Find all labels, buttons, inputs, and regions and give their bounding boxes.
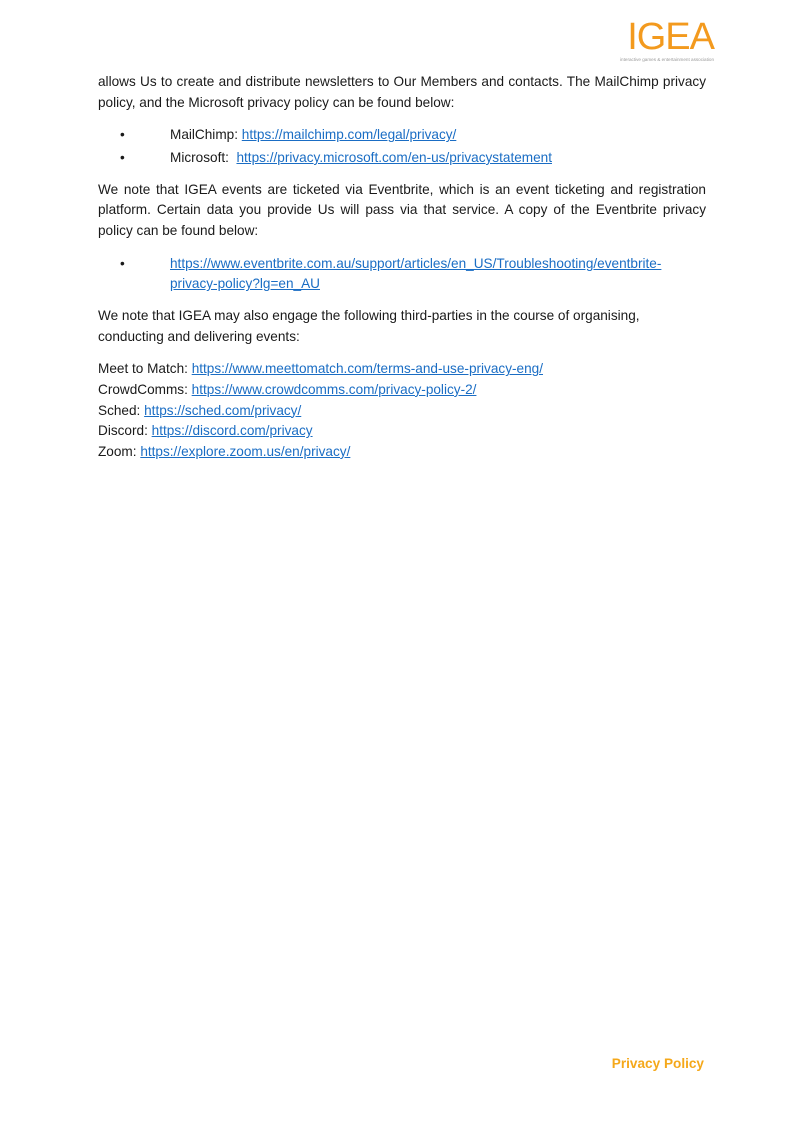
- list-item: [98, 421, 706, 442]
- link-discord-privacy[interactable]: https://discord.com/privacy: [151, 423, 313, 439]
- link-zoom-privacy[interactable]: https://explore.zoom.us/en/privacy/: [140, 443, 351, 459]
- bullet: •: [120, 127, 125, 143]
- link-microsoft-privacy[interactable]: https://privacy.microsoft.com/en-us/privacystatement: [236, 149, 552, 165]
- link-mailchimp-privacy[interactable]: https://mailchimp.com/legal/privacy/: [241, 127, 457, 143]
- link-eventbrite-privacy[interactable]: [170, 256, 661, 292]
- link-eventbrite-line2: privacy-policy?lg=en_AU: [170, 276, 320, 292]
- paragraph-eventbrite: We note that IGEA events are ticketed via Eventbrite, which is an event ticketing and registration platform. Certain data you provide Us will pass via that service. A copy of the Eventbrite privacy policy can be found below:: [98, 181, 706, 238]
- bullet: •: [120, 255, 125, 271]
- igea-logo: [604, 18, 714, 64]
- privacy-links-list: [98, 125, 706, 168]
- eventbrite-links-list: [98, 254, 706, 295]
- third-party-label: Meet to Match:: [98, 361, 192, 377]
- third-party-label: CrowdComms:: [98, 381, 192, 397]
- body-text: [98, 72, 706, 463]
- third-party-label: Discord:: [98, 423, 152, 439]
- logo-tagline: interactive games & entertainment association: [620, 57, 714, 62]
- footer-document-title: Privacy Policy: [611, 1056, 704, 1071]
- paragraph-third-parties: We note that IGEA may also engage the following third-parties in the course of organising, conducting and delivering events:: [98, 307, 640, 344]
- third-party-label: Sched:: [98, 402, 145, 418]
- list-item: [98, 401, 706, 422]
- third-party-list: [98, 359, 706, 462]
- list-item: [98, 125, 706, 146]
- link-label-microsoft: Microsoft:: [170, 149, 237, 165]
- list-item: [98, 254, 706, 295]
- third-party-label: Zoom:: [98, 443, 141, 459]
- link-meettomatch-privacy[interactable]: https://www.meettomatch.com/terms-and-use-privacy-eng/: [191, 361, 543, 377]
- list-item: [98, 380, 706, 401]
- bullet: •: [120, 149, 125, 165]
- link-label-mailchimp: MailChimp:: [170, 127, 242, 143]
- list-item: [98, 442, 706, 463]
- paragraph-newsletters: allows Us to create and distribute newsletters to Our Members and contacts. The MailChimp privacy policy, and the Microsoft privacy policy can be found below:: [98, 74, 706, 110]
- link-sched-privacy[interactable]: https://sched.com/privacy/: [144, 402, 302, 418]
- link-eventbrite-line1: https://www.eventbrite.com.au/support/articles/en_US/Troubleshooting/eventbrite-: [170, 255, 662, 271]
- link-crowdcomms-privacy[interactable]: https://www.crowdcomms.com/privacy-policy-2/: [191, 381, 477, 397]
- list-item: [98, 359, 706, 380]
- list-item: [98, 148, 706, 169]
- logo-wordmark: IGEA: [627, 16, 714, 58]
